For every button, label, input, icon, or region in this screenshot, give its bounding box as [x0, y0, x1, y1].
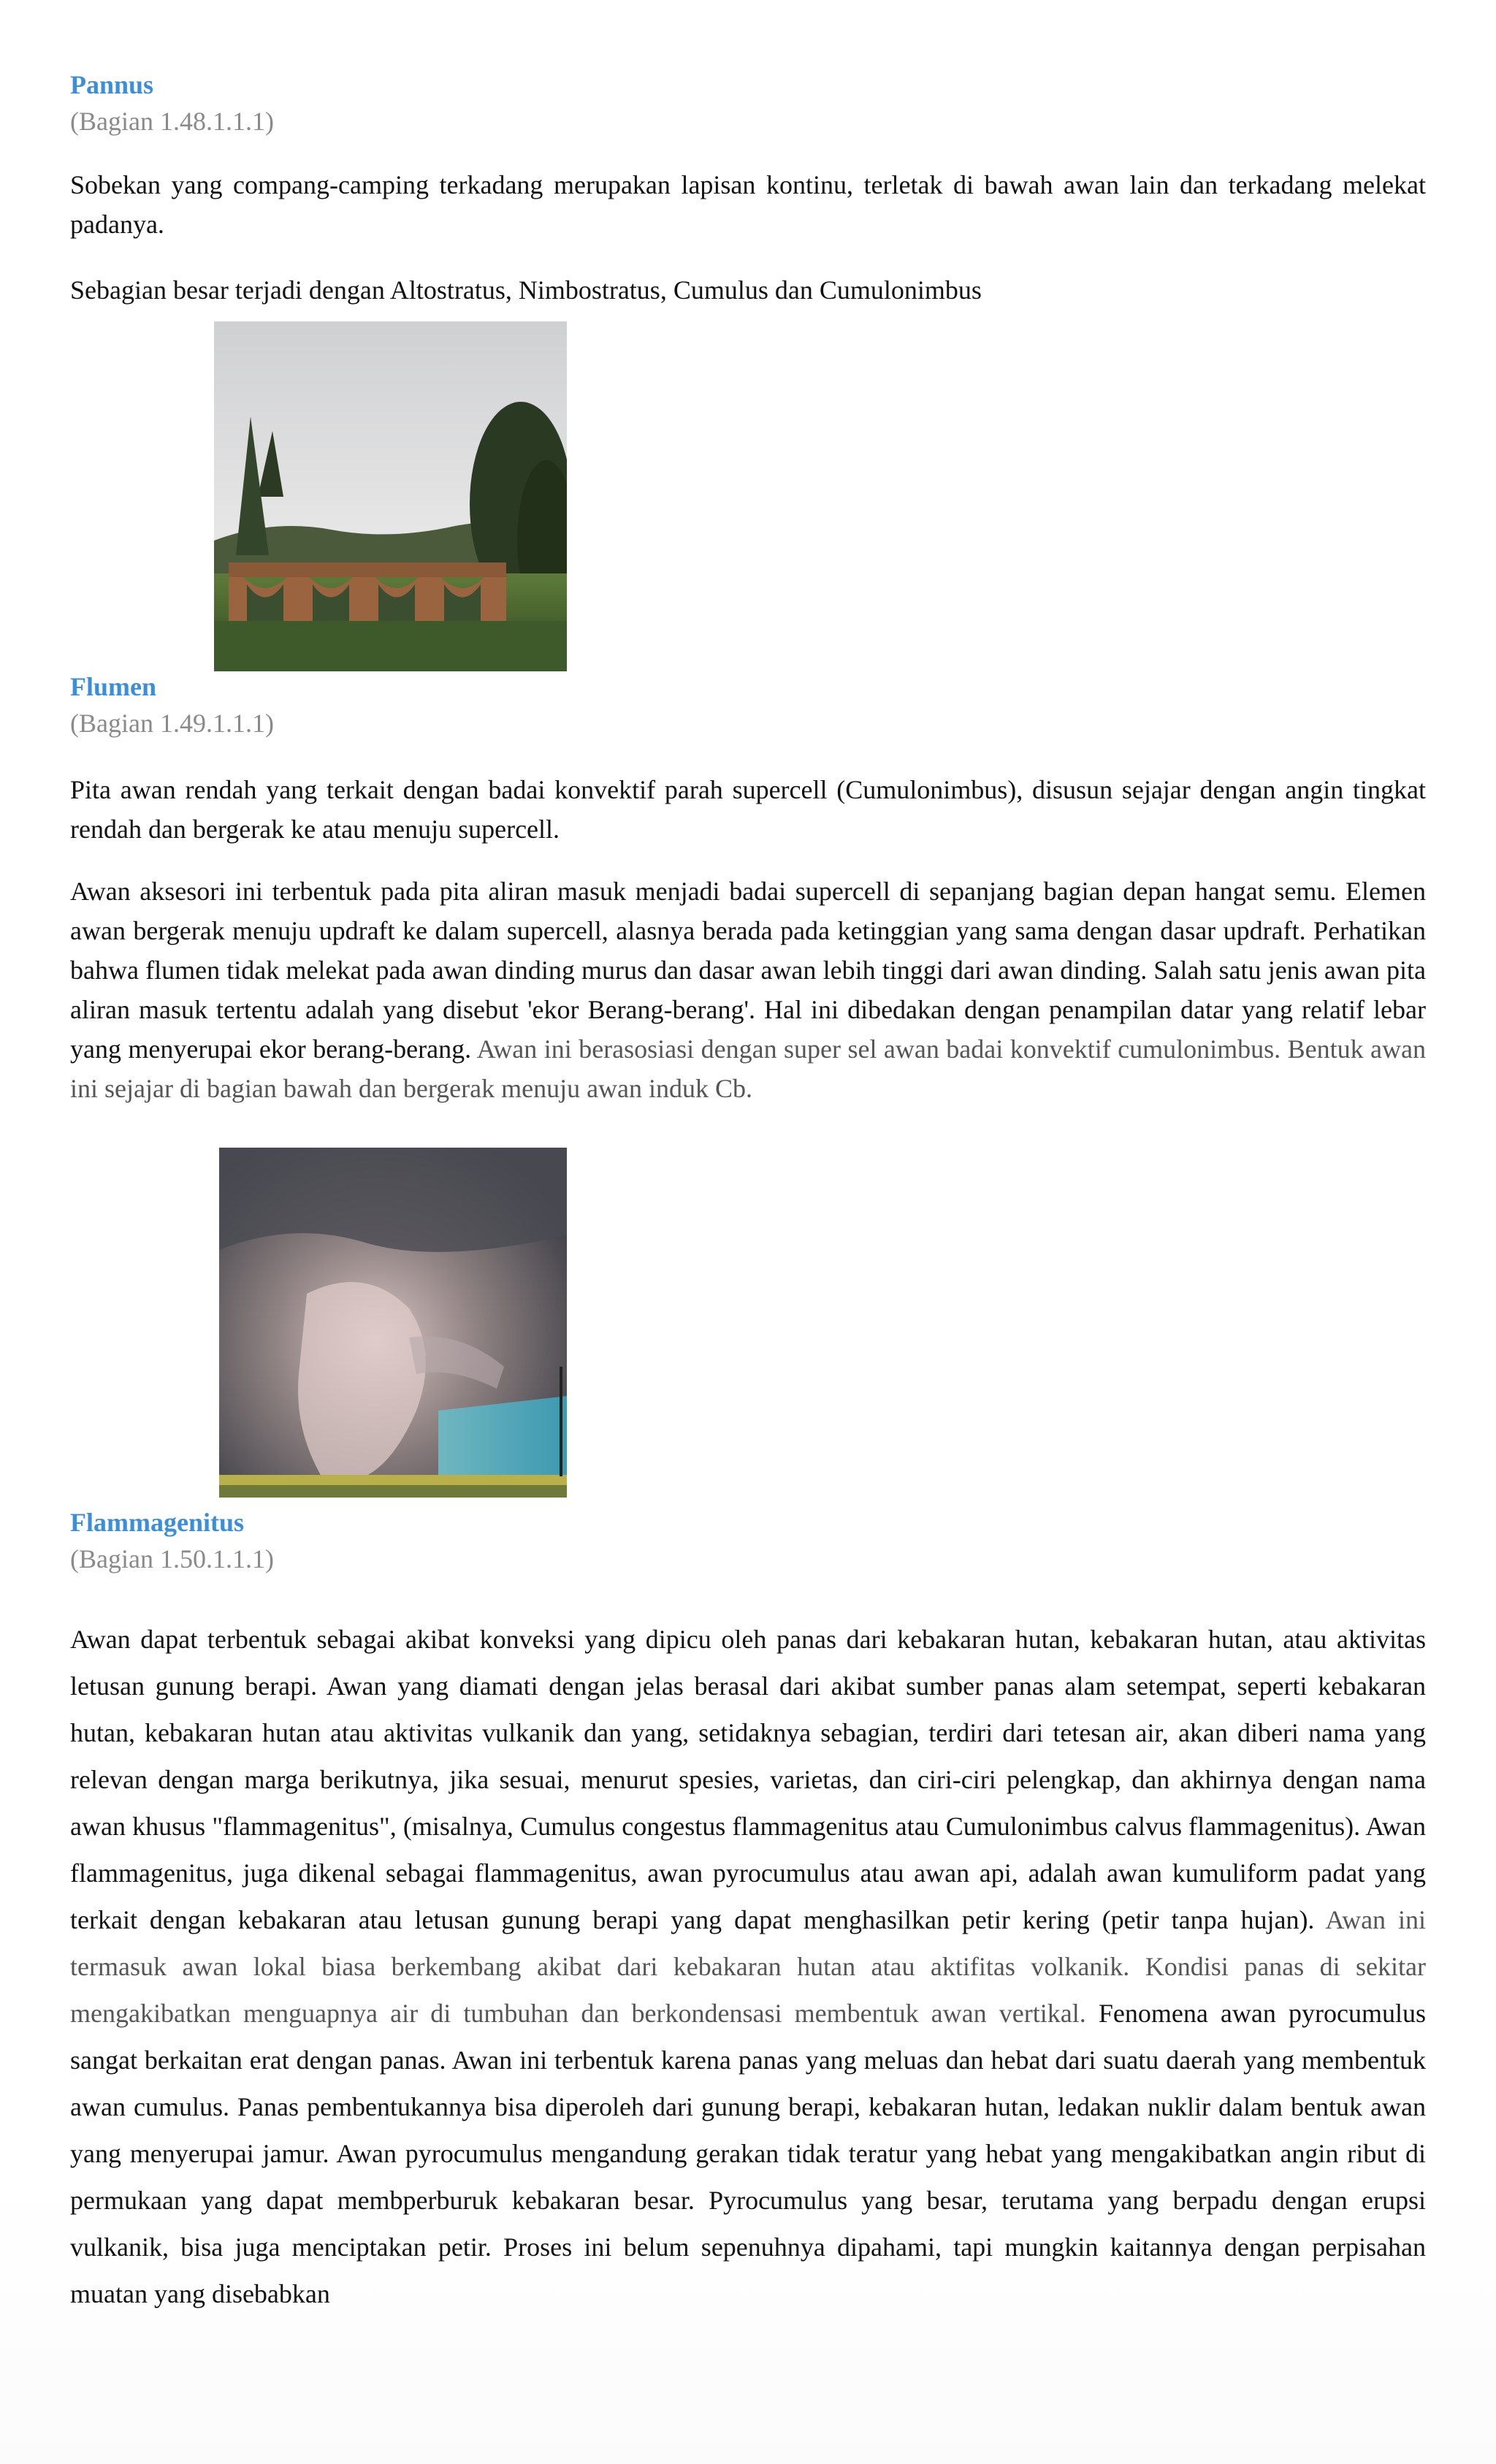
section-reference: (Bagian 1.50.1.1.1) — [70, 1544, 274, 1574]
bridge-landscape-photo — [214, 321, 567, 671]
paragraph: Pita awan rendah yang terkait dengan badai konvektif parah supercell (Cumulonimbus), disusun sejajar dengan angin tingkat rendah dan bergerak ke atau menuju supercell. — [70, 775, 1426, 844]
paragraph-dark-text-2: Fenomena awan pyrocumulus sangat berkaitan erat dengan panas. Awan ini terbentuk karena panas yang meluas dan hebat dari suatu daerah yang membentuk awan cumulus. Panas pembentukannya bisa diperoleh dari gunung berapi, kebakaran hutan, ledakan nuklir dalam bentuk awan yang menyerupai jamur. Awan pyrocumulus mengandung gerakan tidak teratur yang hebat yang mengakibatkan angin ribut di permukaan yang dapat membperburuk kebakaran besar. Pyrocumulus yang besar, terutama yang berpadu dengan erupsi vulkanik, bisa juga menciptakan petir. Proses ini belum sepenuhnya dipahami, tapi mungkin kaitannya dengan perpisahan muatan yang disebabkan — [70, 1999, 1426, 2308]
section-flammagenitus — [70, 1505, 1426, 1578]
paragraph-grey-text: Awan ini berasosiasi dengan super sel awan badai konvektif cumulonimbus. Bentuk awan ini sejajar di bagian bawah dan bergerak menuju awan induk Cb. — [70, 1034, 1426, 1103]
supercell-storm-photo — [219, 1148, 567, 1498]
section-heading: Flumen — [70, 672, 157, 701]
pannus-paragraph-1-block — [70, 165, 1426, 244]
section-heading: Pannus — [70, 70, 154, 99]
paragraph: Sobekan yang compang-camping terkadang merupakan lapisan kontinu, terletak di bawah awan lain dan terkadang melekat padanya. — [70, 170, 1426, 239]
flumen-paragraph-1-block — [70, 770, 1426, 849]
paragraph — [70, 871, 1426, 1108]
section-heading: Flammagenitus — [70, 1508, 244, 1537]
flumen-paragraph-2-block — [70, 871, 1426, 1108]
paragraph-grey-text: Awan ini termasuk awan lokal biasa berkembang akibat dari kebakaran hutan atau aktifitas volkanik. Kondisi panas di sekitar mengakibatkan menguapnya air di tumbuhan dan berkondensasi membentuk awan vertikal. — [70, 1905, 1426, 2028]
section-pannus — [70, 67, 1426, 140]
section-reference: (Bagian 1.48.1.1.1) — [70, 107, 274, 136]
paragraph-dark-text: Awan aksesori ini terbentuk pada pita aliran masuk menjadi badai supercell di sepanjang bagian depan hangat semu. Elemen awan bergerak menuju updraft ke dalam supercell, alasnya berada pada ketinggian yang sama dengan dasar updraft. Perhatikan bahwa flumen tidak melekat pada awan dinding murus dan dasar awan lebih tinggi dari awan dinding. Salah satu jenis awan pita aliran masuk tertentu adalah yang disebut 'ekor Berang-berang'. Hal ini dibedakan dengan penampilan datar yang relatif lebar yang menyerupai ekor berang-berang. — [70, 877, 1426, 1064]
pannus-paragraph-2-block — [70, 270, 1426, 310]
paragraph — [70, 1616, 1426, 2317]
section-reference: (Bagian 1.49.1.1.1) — [70, 709, 274, 738]
section-flumen — [70, 669, 1426, 742]
flammagenitus-paragraph-block — [70, 1616, 1426, 2317]
paragraph: Sebagian besar terjadi dengan Altostratus, Nimbostratus, Cumulus dan Cumulonimbus — [70, 275, 982, 305]
paragraph-dark-text: Awan dapat terbentuk sebagai akibat konveksi yang dipicu oleh panas dari kebakaran hutan, kebakaran hutan, atau aktivitas letusan gunung berapi. Awan yang diamati dengan jelas berasal dari akibat sumber panas alam setempat, seperti kebakaran hutan, kebakaran hutan atau aktivitas vulkanik dan yang, setidaknya sebagian, terdiri dari tetesan air, akan diberi nama yang relevan dengan marga berikutnya, jika sesuai, menurut spesies, varietas, dan ciri-ciri pelengkap, dan akhirnya dengan nama awan khusus "flammagenitus", (misalnya, Cumulus congestus flammagenitus atau Cumulonimbus calvus flammagenitus). Awan flammagenitus, juga dikenal sebagai flammagenitus, awan pyrocumulus atau awan api, adalah awan kumuliform padat yang terkait dengan kebakaran atau letusan gunung berapi yang dapat menghasilkan petir kering (petir tanpa hujan). — [70, 1625, 1426, 1934]
